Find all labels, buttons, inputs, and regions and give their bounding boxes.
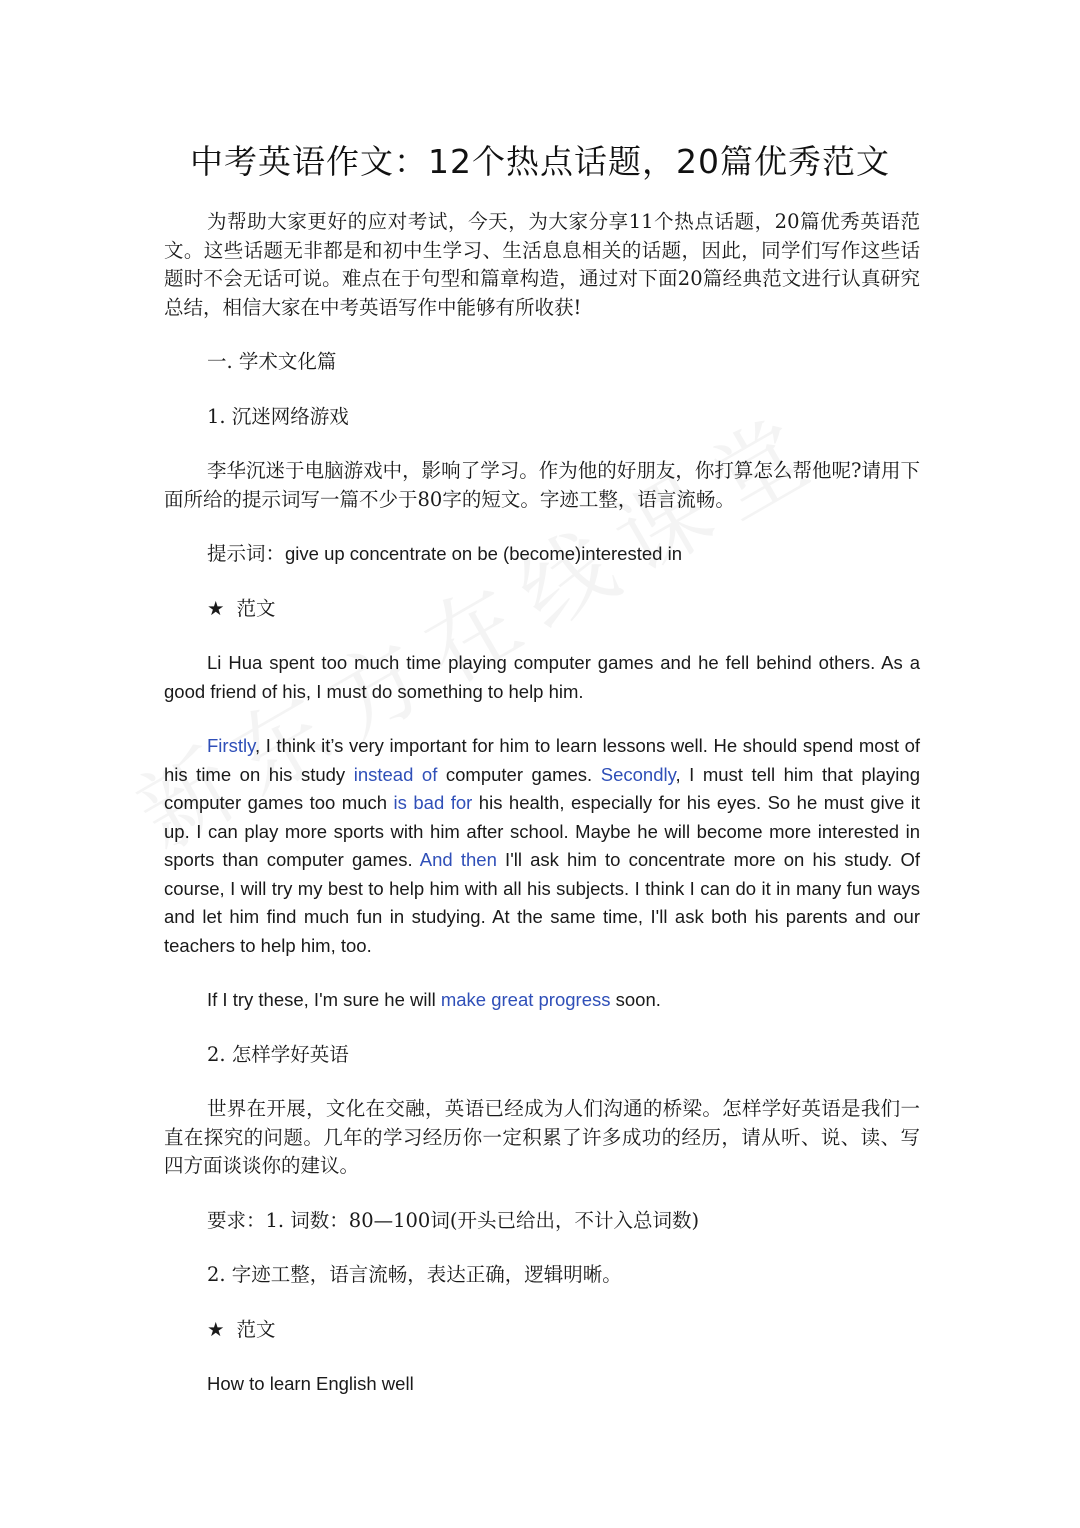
- topic1-essay-paragraph-3: [164, 986, 920, 1015]
- section-heading: 一. 学术文化篇: [207, 350, 337, 373]
- essay-text: his health, especially for his eyes. So he must give it up. I can play more sports with him after school. Maybe he will become more interested in sports than computer games.: [164, 792, 920, 870]
- star-icon: ★: [207, 596, 225, 620]
- essay-text: soon.: [610, 989, 661, 1010]
- intro-paragraph: 为帮助大家更好的应对考试，今天，为大家分享11个热点话题，20篇优秀英语范文。这些话题无非都是和初中生学习、生活息息相关的话题，因此，同学们写作这些话题时不会无话可说。难点在于句型和篇章构造，通过对下面20篇经典范文进行认真研究总结，相信大家在中考英语写作中能够有所收获!: [164, 210, 920, 319]
- topic2-essay-title: How to learn English well: [207, 1373, 414, 1394]
- essay-text: I'll ask him to concentrate more on his study. Of course, I will try my best to help him with all his subjects. I think I can do it in many fun ways and let him find much fun in studying. At the same time, I'll ask both his parents and our teachers to help him, too.: [164, 849, 920, 956]
- topic1-essay-paragraph-2: [164, 732, 920, 960]
- topic1-heading: 1. 沉迷网络游戏: [207, 404, 349, 428]
- essay-text: , I must tell him that playing computer games too much: [164, 763, 920, 813]
- highlight-phrase: make great progress: [440, 989, 611, 1010]
- star-icon: ★: [207, 1317, 225, 1341]
- essay-text: If I try these, I'm sure he will: [207, 989, 441, 1010]
- hint-words: give up concentrate on be (become)interested in: [285, 543, 682, 564]
- topic1-prompt: 李华沉迷于电脑游戏中，影响了学习。作为他的好朋友，你打算怎么帮他呢?请用下面所给的提示词写一篇不少于80字的短文。字迹工整，语言流畅。: [164, 459, 920, 511]
- topic2-requirement-1: 要求：1. 词数：80—100词(开头已给出，不计入总词数): [207, 1208, 700, 1232]
- topic2-model-label: [164, 1316, 920, 1345]
- topic2-prompt: 世界在开展，文化在交融，英语已经成为人们沟通的桥梁。怎样学好英语是我们一直在探究的问题。几年的学习经历你一定积累了许多成功的经历，请从听、说、读、写四方面谈谈你的建议。: [164, 1097, 920, 1177]
- topic2-requirement-2: 2. 字迹工整，语言流畅，表达正确，逻辑明晰。: [207, 1263, 622, 1286]
- highlight-phrase: is bad for: [393, 792, 473, 813]
- topic1-hint: [164, 540, 920, 569]
- highlight-phrase: Firstly: [207, 735, 255, 756]
- essay-text: , I think it’s very important for him to learn lessons well. He should spend most of his time on his study: [164, 735, 920, 785]
- topic1-essay-paragraph-1: Li Hua spent too much time playing computer games and he fell behind others. As a good friend of his, I must do something to help him.: [164, 652, 920, 702]
- highlight-phrase: And then: [419, 849, 497, 870]
- document-body: [164, 208, 920, 1425]
- model-label: 范文: [236, 1317, 276, 1341]
- highlight-phrase: Secondly: [600, 763, 676, 785]
- highlight-phrase: instead of: [353, 763, 438, 785]
- essay-text: computer games.: [437, 763, 601, 785]
- topic1-model-label: [164, 595, 920, 624]
- page-title: 中考英语作文：12个热点话题，20篇优秀范文: [190, 142, 890, 181]
- hint-label: 提示词：: [207, 542, 286, 565]
- model-label: 范文: [236, 596, 276, 620]
- topic2-heading: 2. 怎样学好英语: [207, 1042, 349, 1066]
